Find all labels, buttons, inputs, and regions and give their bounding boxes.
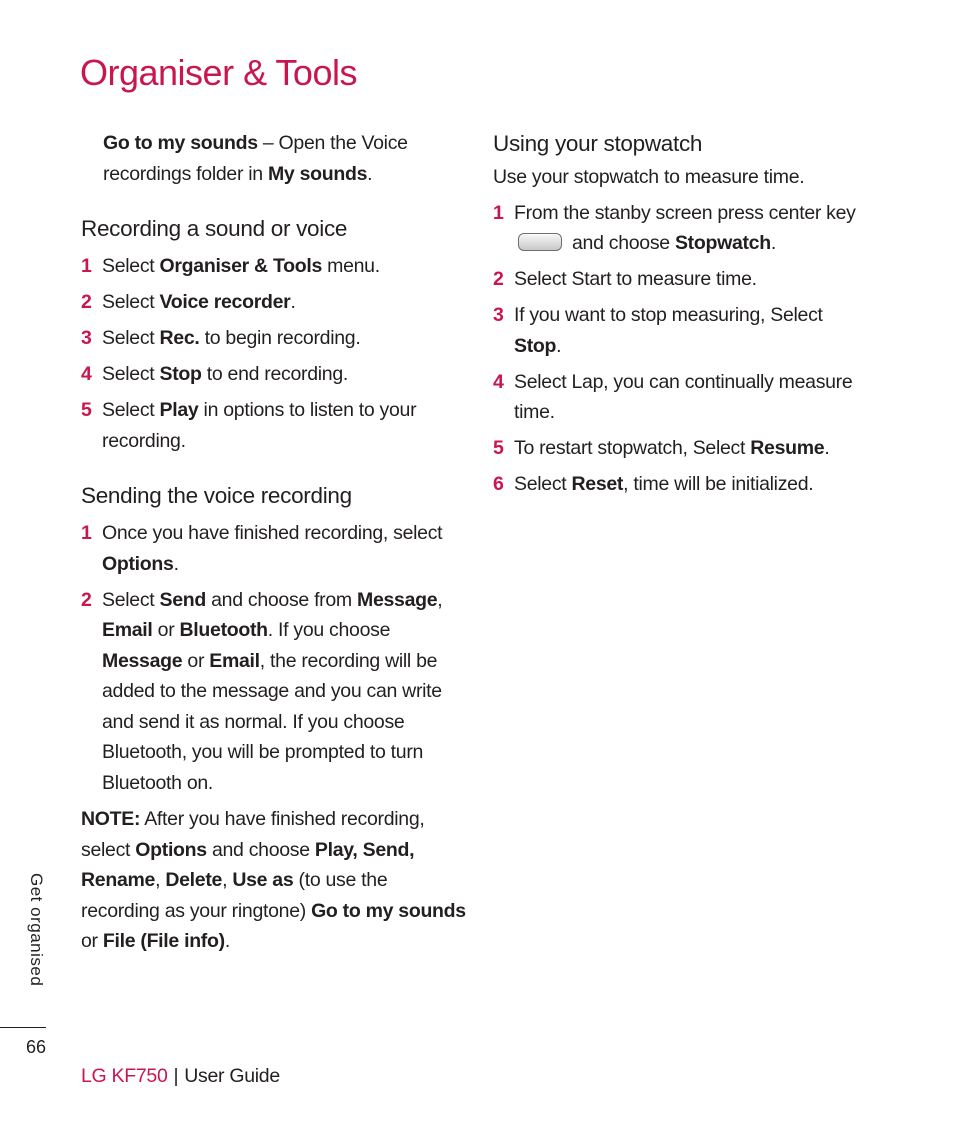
note-paragraph <box>81 804 466 957</box>
recording-step <box>81 323 466 354</box>
bold-term: Stop <box>514 334 557 357</box>
go-to-my-sounds-text <box>81 128 466 189</box>
step-number: 1 <box>81 255 92 277</box>
text-run: , <box>155 869 166 891</box>
text-run: or <box>182 649 210 672</box>
stopwatch-step <box>493 198 873 259</box>
bold-term: Message <box>357 588 438 611</box>
bold-term: Stopwatch <box>674 232 771 254</box>
stopwatch-step <box>493 367 873 428</box>
text-run: , time will be initialized. <box>623 473 814 495</box>
footer-separator: | <box>173 1065 179 1087</box>
text-run: . <box>224 930 230 952</box>
step-number: 2 <box>81 588 92 611</box>
step-text <box>102 323 466 354</box>
bold-term: Bluetooth <box>179 619 268 641</box>
recording-step <box>81 359 466 390</box>
text-run: Select <box>102 588 160 611</box>
note-label: NOTE: <box>81 808 141 830</box>
bold-term: Message <box>102 649 183 672</box>
bold-term: Use as <box>232 869 294 891</box>
stopwatch-step <box>493 300 873 361</box>
step-text <box>514 469 873 500</box>
step-number: 6 <box>493 473 504 495</box>
step-text <box>102 251 466 282</box>
sending-step <box>81 518 466 579</box>
bold-term: Play, Send, Rename <box>81 838 415 891</box>
step-number: 5 <box>81 399 92 421</box>
bold-term: Delete <box>165 869 223 891</box>
step-number: 1 <box>493 201 504 224</box>
stopwatch-step <box>493 264 873 295</box>
step-text <box>514 367 873 428</box>
text-run: Select <box>514 473 572 495</box>
bold-term: File (File info) <box>102 930 225 952</box>
text-run: menu. <box>322 255 380 277</box>
step-number: 3 <box>493 304 504 326</box>
left-column <box>81 128 466 957</box>
text-run: , the recording will be added to the message and you can write and send it as normal. If you choose Bluetooth, you will be prompted to turn Bluetooth on. <box>102 649 442 794</box>
text-run: Select <box>102 399 160 421</box>
text-run: – Open the Voice recordings folder in <box>103 132 408 185</box>
side-divider <box>0 1027 46 1028</box>
footer <box>81 1065 280 1088</box>
step-number: 3 <box>81 327 92 349</box>
text-run: . <box>290 291 296 313</box>
bold-term: Reset <box>571 473 624 495</box>
bold-term: Go to my sounds <box>103 132 258 154</box>
step-text <box>102 359 466 390</box>
text-run: in options to listen to your recording. <box>102 399 417 452</box>
text-run: Select <box>102 327 160 349</box>
recording-step <box>81 395 466 456</box>
step-number: 2 <box>493 268 504 290</box>
recording-steps <box>81 251 466 456</box>
text-run: and choose <box>206 838 315 861</box>
text-run: , <box>222 869 233 891</box>
text-run: , <box>437 588 443 611</box>
sending-step <box>81 585 466 799</box>
bold-term: Email <box>102 619 153 641</box>
step-text <box>102 585 466 799</box>
step-number: 4 <box>81 363 92 385</box>
text-run: Select Start to measure time. <box>514 268 757 290</box>
text-run: Once you have finished recording, select <box>102 522 443 544</box>
stopwatch-intro: Use your stopwatch to measure time. <box>493 166 805 188</box>
stopwatch-step <box>493 433 873 464</box>
text-run: or <box>152 619 180 641</box>
text-run: . If you choose <box>267 619 391 641</box>
text-run: and choose from <box>206 588 357 611</box>
text-run: If you want to stop measuring, Select <box>514 304 823 326</box>
text-run: To restart stopwatch, Select <box>514 437 751 459</box>
text-run: After you have finished recording, select <box>81 808 425 861</box>
text-run: to end recording. <box>201 363 349 385</box>
step-text <box>102 287 466 318</box>
text-run: Select <box>102 363 160 385</box>
bold-term: Stop <box>159 363 202 385</box>
text-run: From the stanby screen press center key <box>514 201 856 224</box>
footer-model: LG KF750 <box>81 1065 168 1087</box>
bold-term: My sounds <box>267 162 368 185</box>
bold-term: Rec. <box>159 327 200 349</box>
bold-term: Voice recorder <box>159 291 291 313</box>
sending-steps <box>81 518 466 798</box>
stopwatch-step <box>493 469 873 500</box>
section-side-label: Get organised <box>27 873 46 987</box>
recording-heading: Recording a sound or voice <box>81 216 348 241</box>
bold-term: Send <box>159 588 206 611</box>
page-number: 66 <box>26 1037 47 1057</box>
step-number: 4 <box>493 370 504 393</box>
bold-term: Go to my sounds <box>311 899 466 922</box>
footer-guide: User Guide <box>184 1065 280 1087</box>
text-run: . <box>824 437 830 459</box>
text-run: and choose <box>572 232 675 254</box>
bold-term: Resume <box>750 437 825 459</box>
bold-term: Options <box>135 838 207 861</box>
text-run: (to use the recording as your ringtone) <box>81 869 388 922</box>
step-number: 5 <box>493 437 504 459</box>
step-text <box>514 198 873 259</box>
bold-term: Options <box>102 552 174 575</box>
text-run: Select <box>102 255 160 277</box>
text-run: . <box>556 334 562 357</box>
recording-step <box>81 251 466 282</box>
recording-step <box>81 287 466 318</box>
center-key-icon <box>518 233 562 251</box>
step-text <box>102 395 466 456</box>
text-run: Select <box>102 291 160 313</box>
text-run: . <box>367 162 373 185</box>
bold-term: Email <box>209 649 260 672</box>
sending-heading: Sending the voice recording <box>81 483 352 508</box>
step-text <box>514 300 873 361</box>
text-run: to begin recording. <box>199 327 361 349</box>
step-number: 2 <box>81 291 92 313</box>
text-run: Select Lap, you can continually measure time. <box>514 370 853 423</box>
right-column <box>493 128 873 505</box>
step-number: 1 <box>81 522 92 544</box>
stopwatch-heading: Using your stopwatch <box>493 131 703 156</box>
step-text <box>514 433 873 464</box>
bold-term: Play <box>159 399 199 421</box>
text-run: or <box>81 930 103 952</box>
step-text <box>102 518 466 579</box>
bold-term: Organiser & Tools <box>159 255 323 277</box>
text-run: . <box>770 232 776 254</box>
page-title: Organiser & Tools <box>80 52 357 93</box>
text-run: . <box>173 552 179 575</box>
step-text <box>514 264 873 295</box>
